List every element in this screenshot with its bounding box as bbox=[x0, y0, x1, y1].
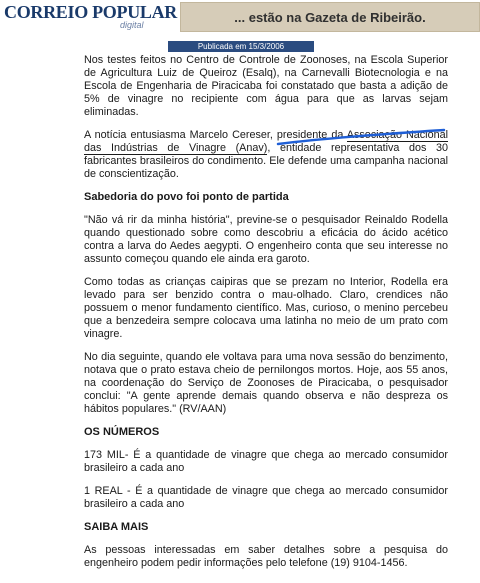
logo-subtitle: digital bbox=[120, 20, 144, 30]
subheading-saiba-mais: SAIBA MAIS bbox=[84, 521, 149, 533]
paragraph-3: "Não vá rir da minha história", previne-se o pesquisador Reinaldo Rodella quando questionado sobre como descobriu a eficácia do ácido acético contra a larva do Aedes aegypti. O engenheiro conta que seu interesse no assunto começou quando ele ainda era garoto. bbox=[84, 214, 448, 265]
article-body bbox=[84, 54, 448, 580]
banner-text: ... estão na Gazeta de Ribeirão. bbox=[234, 9, 426, 25]
publish-date-bar: Publicada em 15/3/2006 bbox=[168, 41, 314, 52]
top-banner[interactable] bbox=[180, 2, 480, 32]
stat-1-real: 1 REAL - É a quantidade de vinagre que chega ao mercado consumidor brasileiro a cada ano bbox=[84, 485, 448, 510]
anav-link[interactable]: Associação Nacional das Indústrias de Vinagre (Anav) bbox=[84, 129, 448, 154]
logo[interactable] bbox=[4, 2, 178, 36]
stat-173-mil: 173 MIL- É a quantidade de vinagre que chega ao mercado consumidor brasileiro a cada ano bbox=[84, 449, 448, 474]
logo-title: CORREIO POPULAR bbox=[4, 2, 178, 22]
paragraph-2-end: , entidade representativa dos 30 fabricantes brasileiros do condimento. Ele defende uma campanha nacional de conscientização. bbox=[84, 142, 448, 180]
subheading-sabedoria: Sabedoria do povo foi ponto de partida bbox=[84, 191, 289, 203]
paragraph-2-start: A notícia entusiasma Marcelo Cereser, presidente da bbox=[84, 129, 347, 141]
paragraph-4: Como todas as crianças caipiras que se prezam no Interior, Rodella era levado para ser benzido contra o mau-olhado. Claro, crendices não possuem o menor fundamento científico. Mas, curioso, o menino percebeu que a benzedeira sempre colocava uma latinha no meio de um prato com vinagre. bbox=[84, 276, 448, 340]
paragraph-contact: As pessoas interessadas em saber detalhes sobre a pesquisa do engenheiro podem pedir informações pelo telefone (19) 9104-1456. bbox=[84, 544, 448, 569]
paragraph-2 bbox=[84, 129, 448, 181]
subheading-numeros: OS NÚMEROS bbox=[84, 426, 160, 438]
paragraph-1: Nos testes feitos no Centro de Controle de Zoonoses, na Escola Superior de Agricultura Luiz de Queiroz (Esalq), na Carnevalli Biotecnologia e na Escola de Engenharia de Piracicaba foi constatado que basta a adição de 5% de vinagre no recipiente com água para que as larvas sejam eliminadas. bbox=[84, 54, 448, 118]
paragraph-5: No dia seguinte, quando ele voltava para uma nova sessão do benzimento, notava que o prato estava cheio de pernilongos mortos. Hoje, aos 55 anos, na coordenação do Serviço de Zoonoses de Piracicaba, o pesquisador conclui: "A gente aprende demais quando observa e não despreza os hábitos populares." (RV/AAN) bbox=[84, 351, 448, 415]
